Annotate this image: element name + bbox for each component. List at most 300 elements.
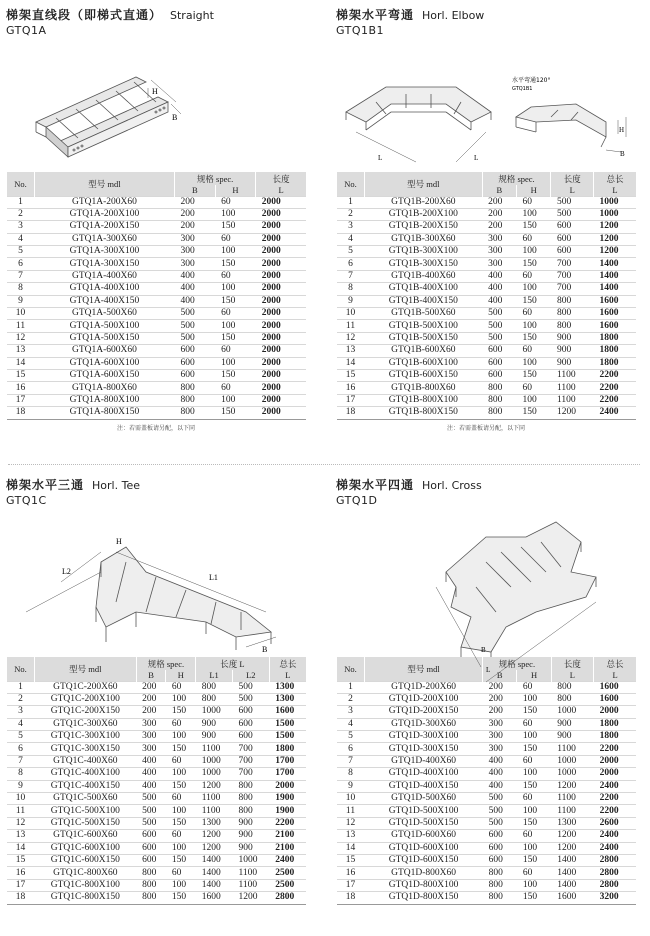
value-cell: 1000 [196, 706, 233, 718]
model-cell: GTQ1A-600X60 [35, 345, 175, 357]
table-row [7, 755, 307, 767]
value-cell: 700 [551, 258, 594, 270]
dim-h-label: H [116, 537, 122, 546]
value-cell: 500 [551, 196, 594, 208]
value-cell: 1000 [551, 755, 593, 767]
value-cell: 200 [174, 221, 215, 233]
row-number: 3 [7, 706, 35, 718]
table-row [337, 892, 637, 904]
row-number: 15 [7, 369, 35, 381]
col-length: 长度 [551, 172, 594, 185]
value-cell: 2000 [256, 208, 306, 220]
value-cell: 150 [517, 258, 551, 270]
value-cell: 150 [517, 854, 551, 866]
value-cell: 1800 [593, 345, 636, 357]
value-cell: 2000 [256, 308, 306, 320]
value-cell: 1200 [593, 246, 636, 258]
value-cell: 900 [232, 842, 269, 854]
value-cell: 400 [136, 755, 166, 767]
table-row [7, 283, 307, 295]
value-cell: 600 [174, 369, 215, 381]
value-cell: 400 [483, 768, 517, 780]
value-cell: 2000 [594, 706, 636, 718]
value-cell: 800 [551, 320, 594, 332]
value-cell: 100 [215, 283, 256, 295]
value-cell: 1100 [551, 793, 593, 805]
value-cell: 300 [136, 718, 166, 730]
col-l1: L1 [196, 670, 233, 681]
value-cell: 100 [517, 693, 551, 705]
col-l2: L2 [232, 670, 269, 681]
row-number: 5 [337, 731, 365, 743]
col-total-unit: L [593, 185, 636, 196]
value-cell: 400 [483, 780, 517, 792]
value-cell: 60 [517, 867, 551, 879]
value-cell: 1400 [593, 283, 636, 295]
table-row [7, 270, 307, 282]
row-number: 13 [7, 345, 35, 357]
section-divider [8, 464, 640, 465]
row-number: 12 [337, 332, 365, 344]
value-cell: 100 [517, 283, 551, 295]
value-cell: 1600 [594, 693, 636, 705]
value-cell: 100 [215, 357, 256, 369]
model-cell: GTQ1C-800X150 [35, 892, 137, 904]
row-number: 1 [337, 681, 365, 693]
model-cell: GTQ1C-600X150 [35, 854, 137, 866]
model-cell: GTQ1D-800X60 [365, 867, 483, 879]
value-cell: 2200 [593, 369, 636, 381]
value-cell: 1200 [196, 842, 233, 854]
table-row [7, 693, 307, 705]
value-cell: 60 [517, 196, 551, 208]
row-number: 10 [337, 308, 365, 320]
value-cell: 1600 [196, 892, 233, 904]
table-row [7, 743, 307, 755]
table-row [7, 308, 307, 320]
value-cell: 60 [517, 270, 551, 282]
col-no: No. [7, 657, 35, 681]
row-number: 1 [337, 196, 365, 208]
model-cell: GTQ1D-200X60 [365, 681, 483, 693]
value-cell: 60 [517, 681, 551, 693]
model-cell: GTQ1A-500X100 [35, 320, 175, 332]
col-length-unit: L [256, 185, 306, 196]
row-number: 11 [337, 805, 365, 817]
model-cell: GTQ1D-800X100 [365, 879, 483, 891]
value-cell: 100 [517, 394, 551, 406]
table-row [337, 706, 637, 718]
value-cell: 2200 [593, 382, 636, 394]
model-cell: GTQ1B-200X150 [365, 221, 483, 233]
model-cell: GTQ1D-400X100 [365, 768, 483, 780]
table-row [337, 793, 637, 805]
table-row [337, 830, 637, 842]
value-cell: 300 [483, 743, 517, 755]
row-number: 3 [7, 221, 35, 233]
table-row [7, 357, 307, 369]
model-cell: GTQ1D-600X150 [365, 854, 483, 866]
value-cell: 150 [166, 780, 196, 792]
model-cell: GTQ1B-200X100 [365, 208, 483, 220]
value-cell: 2800 [594, 879, 636, 891]
section-title: 梯架水平四通 Horl. Cross [336, 478, 482, 492]
value-cell: 1600 [593, 308, 636, 320]
table-row [337, 246, 637, 258]
value-cell: 150 [517, 407, 551, 419]
row-number: 7 [7, 755, 35, 767]
dim-h-label: H [619, 126, 625, 134]
model-cell: GTQ1A-200X100 [35, 208, 175, 220]
value-cell: 800 [482, 407, 516, 419]
value-cell: 60 [517, 308, 551, 320]
col-spec: 规格 spec. [136, 657, 196, 670]
value-cell: 2400 [594, 780, 636, 792]
row-number: 16 [337, 382, 365, 394]
value-cell: 200 [482, 208, 516, 220]
value-cell: 2000 [256, 246, 306, 258]
col-no: No. [7, 172, 35, 196]
value-cell: 1300 [269, 693, 306, 705]
value-cell: 150 [517, 706, 551, 718]
value-cell: 1200 [593, 221, 636, 233]
value-cell: 60 [166, 793, 196, 805]
table-row [337, 270, 637, 282]
value-cell: 150 [166, 854, 196, 866]
value-cell: 2500 [269, 879, 306, 891]
value-cell: 600 [483, 830, 517, 842]
table-row [337, 693, 637, 705]
value-cell: 1100 [196, 793, 233, 805]
model-cell: GTQ1A-300X150 [35, 258, 175, 270]
value-cell: 500 [232, 693, 269, 705]
model-cell: GTQ1A-800X60 [35, 382, 175, 394]
row-number: 15 [337, 854, 365, 866]
value-cell: 150 [166, 817, 196, 829]
row-number: 17 [7, 394, 35, 406]
row-number: 6 [337, 743, 365, 755]
value-cell: 1100 [196, 743, 233, 755]
value-cell: 600 [174, 357, 215, 369]
value-cell: 800 [551, 681, 593, 693]
row-number: 15 [7, 854, 35, 866]
value-cell: 800 [551, 693, 593, 705]
table-row [337, 320, 637, 332]
value-cell: 2200 [594, 793, 636, 805]
table-row [7, 854, 307, 866]
model-cell: GTQ1C-500X100 [35, 805, 137, 817]
model-cell: GTQ1A-800X150 [35, 407, 175, 419]
value-cell: 1700 [269, 768, 306, 780]
value-cell: 150 [215, 407, 256, 419]
model-cell: GTQ1B-500X150 [365, 332, 483, 344]
value-cell: 300 [483, 731, 517, 743]
model-cell: GTQ1C-200X150 [35, 706, 137, 718]
value-cell: 700 [232, 755, 269, 767]
section-elbow [336, 6, 646, 432]
value-cell: 1000 [196, 755, 233, 767]
value-cell: 1300 [551, 817, 593, 829]
table-row [7, 805, 307, 817]
spec-table [6, 172, 306, 420]
value-cell: 100 [517, 208, 551, 220]
value-cell: 1100 [551, 382, 594, 394]
value-cell: 60 [166, 718, 196, 730]
value-cell: 800 [196, 693, 233, 705]
row-number: 10 [7, 793, 35, 805]
value-cell: 2200 [594, 743, 636, 755]
table-row [337, 854, 637, 866]
value-cell: 2100 [269, 842, 306, 854]
model-cell: GTQ1B-600X60 [365, 345, 483, 357]
model-cell: GTQ1B-800X150 [365, 407, 483, 419]
model-cell: GTQ1C-500X150 [35, 817, 137, 829]
value-cell: 1600 [593, 295, 636, 307]
value-cell: 2000 [256, 407, 306, 419]
value-cell: 2000 [256, 295, 306, 307]
value-cell: 800 [136, 879, 166, 891]
value-cell: 1000 [593, 208, 636, 220]
col-length: 长度 [256, 172, 306, 185]
row-number: 14 [337, 357, 365, 369]
value-cell: 2200 [594, 805, 636, 817]
value-cell: 2800 [594, 867, 636, 879]
value-cell: 100 [166, 879, 196, 891]
value-cell: 300 [482, 233, 516, 245]
dim-b-label: B [262, 645, 268, 654]
value-cell: 1300 [269, 681, 306, 693]
value-cell: 500 [482, 320, 516, 332]
value-cell: 150 [215, 221, 256, 233]
model-cell: GTQ1B-300X150 [365, 258, 483, 270]
value-cell: 1400 [196, 854, 233, 866]
model-cell: GTQ1A-600X100 [35, 357, 175, 369]
model-cell: GTQ1A-500X150 [35, 332, 175, 344]
row-number: 10 [7, 308, 35, 320]
value-cell: 100 [215, 208, 256, 220]
col-spec: 规格 spec. [483, 657, 552, 670]
col-total: 总长 [269, 657, 306, 670]
value-cell: 60 [517, 755, 551, 767]
value-cell: 400 [136, 768, 166, 780]
table-row [337, 332, 637, 344]
value-cell: 500 [551, 208, 594, 220]
value-cell: 1500 [269, 731, 306, 743]
value-cell: 100 [215, 320, 256, 332]
section-straight [6, 6, 316, 432]
table-row [7, 369, 307, 381]
table-row [7, 208, 307, 220]
value-cell: 900 [551, 345, 594, 357]
table-row [337, 394, 637, 406]
straight-ladder-diagram [6, 42, 316, 172]
value-cell: 800 [483, 879, 517, 891]
value-cell: 400 [482, 283, 516, 295]
model-cell: GTQ1D-300X60 [365, 718, 483, 730]
value-cell: 900 [551, 718, 593, 730]
value-cell: 1400 [196, 879, 233, 891]
value-cell: 2400 [594, 842, 636, 854]
model-cell: GTQ1D-200X100 [365, 693, 483, 705]
value-cell: 150 [166, 743, 196, 755]
model-cell: GTQ1D-400X150 [365, 780, 483, 792]
value-cell: 500 [174, 308, 215, 320]
dim-l-label: L [474, 154, 479, 162]
value-cell: 800 [196, 681, 233, 693]
value-cell: 2000 [256, 345, 306, 357]
value-cell: 60 [215, 270, 256, 282]
dim-l1-label: L1 [209, 573, 218, 582]
row-number: 4 [337, 233, 365, 245]
value-cell: 1800 [593, 332, 636, 344]
table-row [7, 345, 307, 357]
value-cell: 150 [517, 892, 551, 904]
value-cell: 100 [166, 842, 196, 854]
value-cell: 2000 [256, 270, 306, 282]
value-cell: 100 [517, 320, 551, 332]
value-cell: 600 [482, 357, 516, 369]
value-cell: 100 [517, 805, 551, 817]
value-cell: 1400 [551, 854, 593, 866]
col-spec: 规格 spec. [482, 172, 551, 185]
table-row [7, 258, 307, 270]
value-cell: 800 [483, 892, 517, 904]
row-number: 9 [7, 295, 35, 307]
value-cell: 600 [482, 345, 516, 357]
table-row [337, 345, 637, 357]
value-cell: 100 [166, 693, 196, 705]
value-cell: 300 [174, 233, 215, 245]
value-cell: 150 [517, 221, 551, 233]
table-row [7, 407, 307, 419]
value-cell: 900 [551, 357, 594, 369]
value-cell: 900 [196, 731, 233, 743]
value-cell: 150 [517, 817, 551, 829]
value-cell: 900 [232, 817, 269, 829]
spec-table [336, 172, 636, 420]
section-title: 梯架水平弯通 Horl. Elbow [336, 8, 485, 22]
value-cell: 2100 [269, 830, 306, 842]
value-cell: 1000 [232, 854, 269, 866]
value-cell: 500 [174, 320, 215, 332]
section-tee [6, 476, 316, 905]
elbow-diagram [336, 42, 646, 172]
model-cell: GTQ1A-400X60 [35, 270, 175, 282]
col-total: 总长 [594, 657, 636, 670]
value-cell: 500 [483, 793, 517, 805]
value-cell: 1200 [551, 780, 593, 792]
value-cell: 500 [136, 805, 166, 817]
value-cell: 500 [136, 817, 166, 829]
value-cell: 60 [215, 382, 256, 394]
value-cell: 700 [551, 270, 594, 282]
table-row [337, 382, 637, 394]
value-cell: 1000 [551, 768, 593, 780]
value-cell: 1000 [551, 706, 593, 718]
value-cell: 200 [483, 681, 517, 693]
table-row [337, 780, 637, 792]
value-cell: 60 [517, 830, 551, 842]
value-cell: 200 [136, 693, 166, 705]
value-cell: 500 [482, 308, 516, 320]
table-row [7, 768, 307, 780]
row-number: 13 [337, 345, 365, 357]
row-number: 18 [7, 892, 35, 904]
table-row [7, 842, 307, 854]
value-cell: 1000 [593, 196, 636, 208]
model-cell: GTQ1D-400X60 [365, 755, 483, 767]
value-cell: 100 [517, 246, 551, 258]
value-cell: 300 [136, 731, 166, 743]
dim-h-label: H [152, 87, 158, 96]
col-b: B [174, 185, 215, 196]
value-cell: 900 [551, 731, 593, 743]
dim-b-label: B [172, 113, 178, 122]
value-cell: 800 [482, 382, 516, 394]
value-cell: 2000 [256, 394, 306, 406]
value-cell: 1200 [551, 407, 594, 419]
value-cell: 300 [483, 718, 517, 730]
table-note: 注：若需盖板请另配，以下同 [446, 424, 525, 432]
row-number: 1 [7, 196, 35, 208]
col-total: 总长 [593, 172, 636, 185]
value-cell: 800 [174, 394, 215, 406]
value-cell: 700 [551, 283, 594, 295]
model-cell: GTQ1D-300X100 [365, 731, 483, 743]
dim-b-label: B [481, 646, 486, 654]
value-cell: 200 [136, 681, 166, 693]
value-cell: 600 [551, 233, 594, 245]
value-cell: 100 [517, 842, 551, 854]
dim-l2-label: L2 [62, 567, 71, 576]
row-number: 12 [7, 332, 35, 344]
value-cell: 1200 [551, 830, 593, 842]
section-title: 梯架直线段（即梯式直通） Straight [6, 8, 214, 22]
row-number: 2 [337, 208, 365, 220]
model-cell: GTQ1B-500X60 [365, 308, 483, 320]
value-cell: 100 [517, 879, 551, 891]
value-cell: 2800 [594, 854, 636, 866]
value-cell: 800 [232, 780, 269, 792]
model-cell: GTQ1D-500X60 [365, 793, 483, 805]
model-cell: GTQ1C-800X100 [35, 879, 137, 891]
model-cell: GTQ1C-400X150 [35, 780, 137, 792]
product-code: GTQ1A [6, 24, 47, 37]
row-number: 10 [337, 793, 365, 805]
model-cell: GTQ1A-200X60 [35, 196, 175, 208]
sub-code-label: GTQ1B1 [512, 86, 533, 92]
table-row [337, 407, 637, 419]
table-row [337, 221, 637, 233]
value-cell: 1800 [594, 731, 636, 743]
value-cell: 60 [517, 233, 551, 245]
table-row [337, 731, 637, 743]
table-row [7, 295, 307, 307]
row-number: 11 [7, 805, 35, 817]
value-cell: 2000 [256, 283, 306, 295]
value-cell: 600 [483, 842, 517, 854]
row-number: 4 [7, 718, 35, 730]
table-row [337, 743, 637, 755]
value-cell: 500 [174, 332, 215, 344]
table-row [337, 867, 637, 879]
table-row [337, 718, 637, 730]
row-number: 5 [337, 246, 365, 258]
col-model: 型号 mdl [365, 172, 483, 196]
row-number: 2 [7, 693, 35, 705]
value-cell: 1600 [594, 681, 636, 693]
table-row [337, 357, 637, 369]
